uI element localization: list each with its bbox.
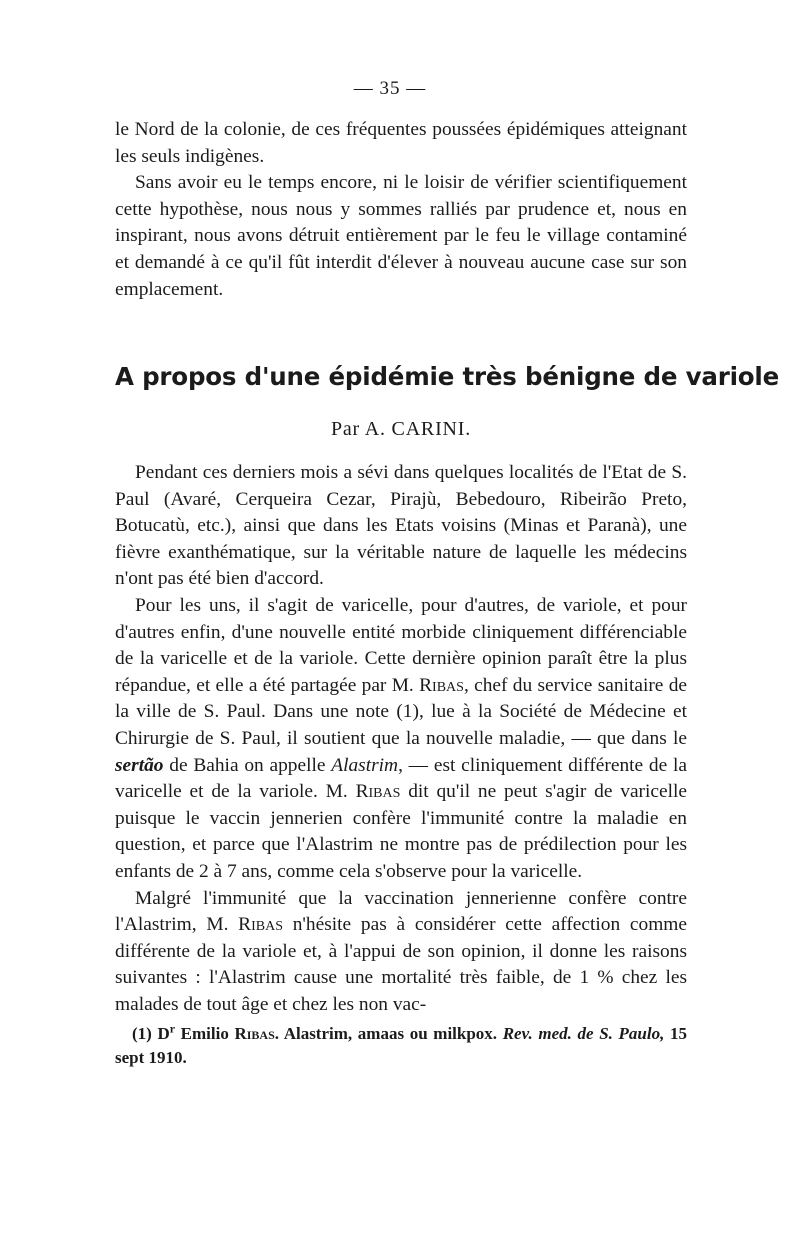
footnote-text: . Alastrim, amaas ou milkpox. [274,1024,503,1043]
page-number: — 35 — [353,78,427,99]
p3-text-b: n'hésite pas à considérer cette affection comme différente de la variole et, à l'appui de son opinion, il donne les raisons suivantes : l'Alastrim cause une mortalité très faible, de 1 % chez les malades de tout âge et chez les non vac- [115,914,687,1015]
article-body [115,460,687,1018]
p2-text-a: Pour les uns, il s'agit de varicelle, pour d'autres, de variole, et pour d'autres enfin, d'une nouvelle entité morbide cliniquement différenciable de la varicelle et de la variole. Cette dernière opinion paraît être la plus répandue, et elle a été partagée par M. [115,594,687,696]
p2-text-e: dit qu'il ne peut s'agir de varicelle puisque le vaccin jennerien confère l'immunité contre la maladie en question, et parce que l'Alastrim ne montre pas de prédilection pour les enfants de 2 à 7 ans, comme cela s'observe pour la varicelle. [115,781,687,882]
author-name-ribas-2: Ribas [355,781,401,803]
previous-article-end [115,117,687,303]
p2-text-d: , — est cliniquement différente de la varicelle et de la variole. M. [115,754,687,803]
p3-text-a: Malgré l'immunité que la vaccination jennerienne confère contre l'Alastrim, M. [115,887,687,936]
footnote-superscript: r [169,1021,176,1036]
footnote-marker: (1) D [132,1024,170,1043]
article-byline: Par A. CARINI. [330,418,472,440]
paragraph-3 [115,886,687,1019]
term-sertao: sertão [115,754,164,776]
footnote-date: 15 sept 1910. [115,1024,687,1067]
author-name-ribas-3: Ribas [238,914,283,936]
p2-text-b: , chef du service sanitaire de la ville de S. Paul. Dans une note (1), lue à la Société de Médecine et Chirurgie de S. Paul, il soutient que la nouvelle maladie, — que dans le [115,674,688,749]
footnote-journal: Rev. med. de S. Paulo, [502,1024,665,1043]
footnote-name-pre: Emilio [175,1024,235,1043]
paragraph-1: Pendant ces derniers mois a sévi dans quelques localités de l'Etat de S. Paul (Avaré, Cerqueira Cezar, Pirajù, Bebedouro, Ribeirão Preto, Botucatù, etc.), ainsi que dans les Etats voisins (Minas et Paranà), une fièvre exanthématique, sur la véritable nature de laquelle les médecins n'ont pas été bien d'accord. [115,462,687,590]
author-name-ribas: Ribas [419,674,464,696]
continued-paragraph: le Nord de la colonie, de ces fréquentes poussées épidémiques atteignant les seuls indigènes. [115,119,687,167]
article-title: A propos d'une épidémie très bénigne de variole [115,362,780,391]
footnote [115,1022,687,1070]
footnote-author: Ribas [234,1024,275,1043]
p2-text-c: de Bahia on appelle [163,754,332,776]
paragraph-2 [115,593,687,886]
closing-paragraph: Sans avoir eu le temps encore, ni le loisir de vérifier scientifiquement cette hypothèse, nous nous y sommes ralliés par prudence et, nous en inspirant, nous avons détruit entièrement par le feu le village contaminé et demandé à ce qu'il fût interdit d'élever à nouveau aucune case sur son emplacement. [115,172,687,300]
term-alastrim: Alastrim [331,754,399,776]
